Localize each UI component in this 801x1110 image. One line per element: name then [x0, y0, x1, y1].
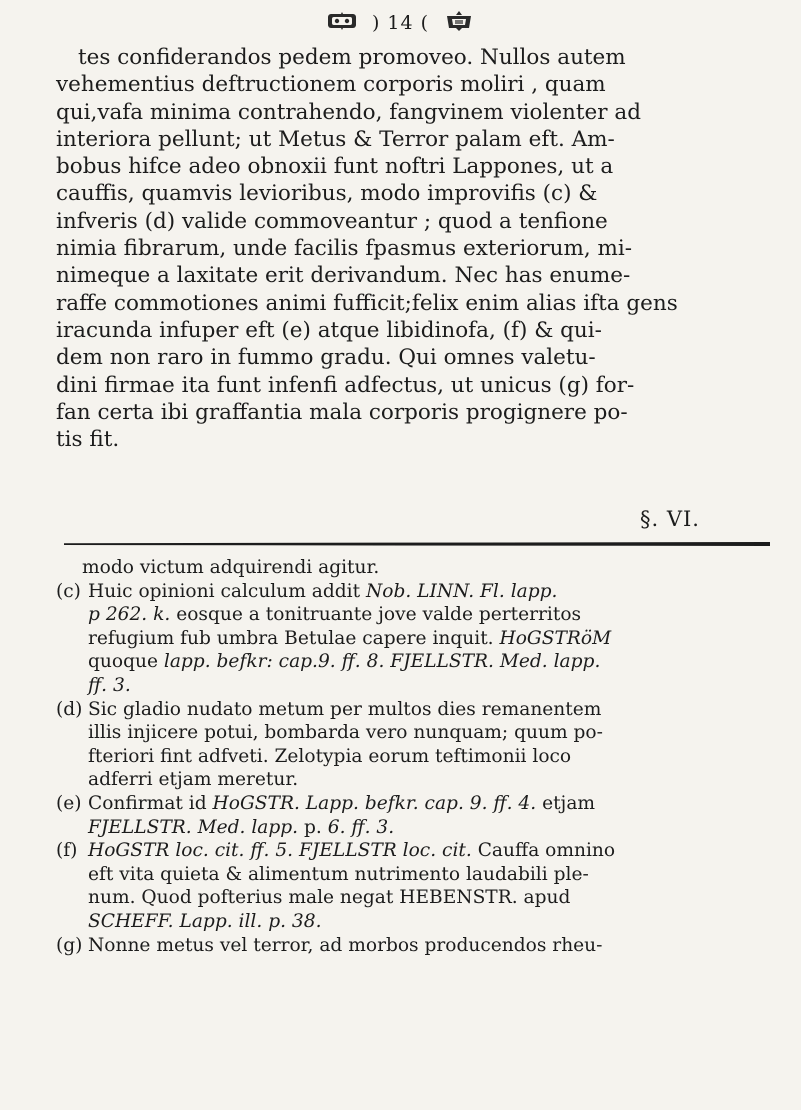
italic-reference: Nob. LINN. Fl. lapp.	[365, 580, 558, 602]
footnote-line	[56, 910, 768, 934]
footnote-marker: (e)	[56, 792, 82, 814]
italic-reference: HoGSTRöM	[499, 627, 612, 649]
text-line: nimia fibrarum, unde facilis fpasmus exteriorum, mi-	[56, 236, 633, 262]
footnote-line	[56, 792, 768, 816]
printer-ornament-icon	[326, 10, 358, 36]
italic-reference: HoGSTR. Lapp. befkr. cap. 9. ff. 4.	[212, 792, 537, 814]
footnotes	[56, 556, 768, 957]
text-line: iracunda infuper eft (e) atque libidinofa, (f) & qui-	[56, 317, 602, 343]
italic-reference: HoGSTR loc. cit. ff. 5. FJELLSTR loc. cit.	[88, 840, 472, 862]
footnote-line	[56, 886, 768, 910]
text-line: cauffis, quamvis levioribus, modo improvifis (c) &	[56, 181, 598, 207]
footnote-line	[56, 556, 768, 580]
footnote-text: eft vita quieta & alimentum nutrimento laudabili ple-	[88, 863, 589, 885]
text-line: tis fit.	[56, 427, 120, 453]
text-line: vehementius deftructionem corporis moliri , quam	[56, 72, 606, 98]
footnote-text: fteriori fint adfveti. Zelotypia eorum teftimonii loco	[88, 745, 572, 767]
footnote-text: etjam	[536, 792, 596, 814]
footnote-line	[56, 863, 768, 887]
text-line: infveris (d) valide commoveantur ; quod a tenfione	[56, 208, 608, 234]
footnote-text: Cauffa omnino	[471, 840, 616, 862]
italic-reference: 6. ff. 3.	[327, 816, 395, 838]
footnote-marker: (f)	[56, 840, 78, 862]
italic-reference: lapp. befkr: cap.9. ff. 8. FJELLSTR. Med. lapp.	[163, 651, 601, 673]
text-line: nimeque a laxitate erit derivandum. Nec has enume-	[56, 263, 631, 289]
footnote-line	[56, 580, 768, 604]
footnote-line	[56, 603, 768, 627]
footnote-text: num. Quod pofterius male negat HEBENSTR. apud	[88, 887, 571, 909]
footnote-marker: (g)	[56, 934, 83, 956]
footnote-line	[56, 816, 768, 840]
footnote	[56, 934, 768, 958]
footnote	[56, 698, 768, 792]
text-line: tes confiderandos pedem promoveo. Nullos autem	[78, 45, 626, 70]
footnote	[56, 580, 768, 698]
text-line: fan certa ibi graffantia mala corporis progignere po-	[56, 399, 628, 425]
footnote-line	[56, 745, 768, 769]
footnote-line	[56, 768, 768, 792]
text-line: bobus hifce adeo obnoxii funt noftri Lappones, ut a	[56, 154, 614, 180]
italic-reference: p 262. k.	[88, 604, 171, 626]
footnote	[56, 792, 768, 839]
text-line: raffe commotiones animi fufficit;felix enim alias ifta gens	[56, 290, 678, 316]
footnote-text: Nonne metus vel terror, ad morbos producendos rheu-	[88, 934, 603, 956]
text-line: qui,vafa minima contrahendo, fangvinem violenter ad	[56, 99, 641, 125]
printer-ornament-icon	[443, 10, 475, 36]
footnote-text: quoque	[88, 651, 164, 673]
text-line: interiora pellunt; ut Metus & Terror palam eft. Am-	[56, 126, 615, 152]
italic-reference: SCHEFF. Lapp. ill. p. 38.	[88, 910, 322, 932]
footnote-text: eosque a tonitruante jove valde perterritos	[170, 604, 582, 626]
footnote-text: Huic opinioni calculum addit	[88, 580, 366, 602]
footnote-text: modo victum adquirendi agitur.	[82, 557, 380, 578]
footnote	[56, 556, 768, 580]
footnote-line	[56, 698, 768, 722]
page-header	[0, 6, 801, 40]
footnote-line	[56, 674, 768, 698]
footnote-text: Sic gladio nudato metum per multos dies remanentem	[88, 698, 602, 720]
italic-reference: FJELLSTR. Med. lapp.	[88, 816, 299, 838]
footnote-marker: (d)	[56, 698, 83, 720]
footnote-text: adferri etjam meretur.	[88, 769, 299, 791]
footnote-line	[56, 721, 768, 745]
italic-reference: ff. 3.	[88, 674, 131, 696]
footnote-line	[56, 650, 768, 674]
footnote	[56, 839, 768, 933]
section-heading: §. VI.	[640, 507, 700, 531]
footnote-line	[56, 627, 768, 651]
page-number: ) 14 (	[371, 12, 430, 34]
text-line: dem non raro in fummo gradu. Qui omnes valetu-	[56, 345, 596, 371]
footnote-line	[56, 934, 768, 958]
main-paragraph	[56, 44, 764, 453]
footnote-text: Confirmat id	[88, 792, 213, 814]
footnote-text: illis injicere potui, bombarda vero nunquam; quum po-	[88, 722, 603, 744]
text-line: dini firmae ita funt infenfi adfectus, ut unicus (g) for-	[56, 372, 635, 398]
footnote-line	[56, 839, 768, 863]
footnote-text: refugium fub umbra Betulae capere inquit.	[88, 627, 500, 649]
footnote-rule	[64, 542, 770, 546]
footnote-marker: (c)	[56, 580, 81, 602]
footnote-text: p.	[298, 816, 328, 838]
